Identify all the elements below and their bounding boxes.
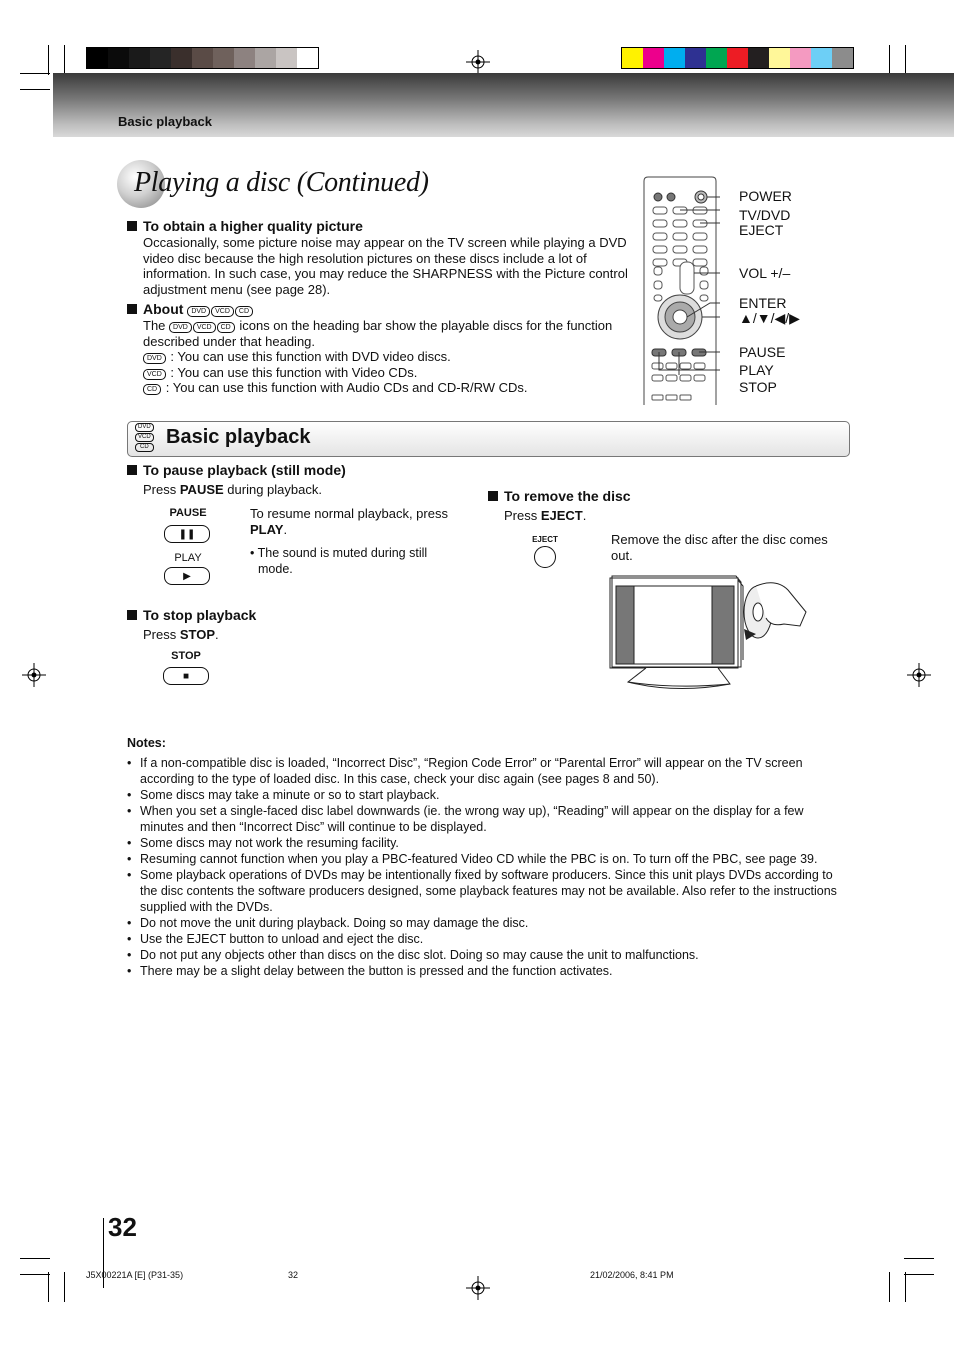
square-bullet-icon xyxy=(127,465,137,475)
play-button-caption: PLAY xyxy=(174,552,202,564)
color-swatch xyxy=(87,48,108,68)
remote-label-stop: STOP xyxy=(739,379,777,395)
eject-button-caption: EJECT xyxy=(532,535,558,544)
color-swatch xyxy=(255,48,276,68)
color-swatch xyxy=(622,48,643,68)
color-swatch xyxy=(664,48,685,68)
registration-target-bottom xyxy=(466,1276,490,1300)
remove-instruction: Press EJECT. xyxy=(504,508,587,523)
note-item: • Resuming cannot function when you play a PBC-featured Video CD while the PBC is on. To turn off the PBC, see page 39. xyxy=(127,851,847,867)
page-title: Playing a disc (Continued) xyxy=(134,167,429,198)
dvd-badge: DVD xyxy=(187,306,210,317)
muted-note: • The sound is muted during still mode. xyxy=(250,546,428,576)
remote-label-enter: ENTER xyxy=(739,295,787,311)
color-swatch xyxy=(213,48,234,68)
stop-button-caption: STOP xyxy=(171,650,201,662)
square-bullet-icon xyxy=(488,491,498,501)
vcd-badge: VCD xyxy=(135,433,154,442)
quality-heading: To obtain a higher quality picture xyxy=(127,218,363,234)
footer-page: 32 xyxy=(288,1270,299,1280)
pause-instruction: Press PAUSE during playback. xyxy=(143,482,322,497)
registration-target-right xyxy=(907,663,931,687)
registration-target-top xyxy=(466,50,490,74)
section-label: Basic playback xyxy=(118,114,212,129)
stop-button-icon: ■ xyxy=(163,667,209,685)
note-item: • Some discs may take a minute or so to start playback. xyxy=(127,787,847,803)
color-swatch xyxy=(769,48,790,68)
color-swatch xyxy=(811,48,832,68)
cd-badge: CD xyxy=(135,443,154,452)
note-item: • If a non-compatible disc is loaded, “Incorrect Disc”, “Region Code Error” or “Parental Error” will appear on the TV screen according to the type of loaded disc. In this case, check your disc again (see pages 8 and 50). xyxy=(127,755,847,787)
remote-label-vol: VOL +/– xyxy=(739,265,791,281)
remove-note: Remove the disc after the disc comes out. xyxy=(611,532,828,563)
remote-label-arrows: ▲/▼/◀/▶ xyxy=(739,310,800,326)
note-item: • Some discs may not work the resuming facility. xyxy=(127,835,847,851)
color-swatch xyxy=(790,48,811,68)
remote-label-play: PLAY xyxy=(739,362,774,378)
note-item: • Use the EJECT button to unload and eject the disc. xyxy=(127,931,847,947)
cd-badge: CD xyxy=(143,384,161,395)
stop-instruction: Press STOP. xyxy=(143,627,219,642)
about-list xyxy=(143,349,623,396)
color-swatch xyxy=(171,48,192,68)
remote-label-power: POWER xyxy=(739,188,792,204)
stop-heading: To stop playback xyxy=(127,607,256,623)
notes-section xyxy=(127,735,847,979)
remote-control-illustration xyxy=(640,175,720,407)
about-item-vcd: VCD : You can use this function with Video CDs. xyxy=(143,365,623,381)
dvd-badge: DVD xyxy=(135,423,154,432)
square-bullet-icon xyxy=(127,304,137,314)
cd-badge: CD xyxy=(235,306,253,317)
remote-label-pause: PAUSE xyxy=(739,344,786,360)
note-item: • When you set a single-faced disc label downwards (ie. the wrong way up), “Reading” will appear on the display for a few minutes and then “Incorrect Disc” will continue to be displayed. xyxy=(127,803,847,835)
remote-label-eject: EJECT xyxy=(739,222,784,238)
play-button-icon: ▶ xyxy=(164,567,210,585)
basic-playback-badges xyxy=(135,423,154,453)
process-color-bar xyxy=(621,47,854,69)
grayscale-color-bar xyxy=(86,47,319,69)
color-swatch xyxy=(643,48,664,68)
color-swatch xyxy=(748,48,769,68)
color-swatch xyxy=(832,48,853,68)
tv-disc-ejection-illustration xyxy=(606,572,812,694)
registration-target-left xyxy=(22,663,46,687)
note-item: • Do not move the unit during playback. Doing so may damage the disc. xyxy=(127,915,847,931)
color-swatch xyxy=(150,48,171,68)
remote-label-tvdvd: TV/DVD xyxy=(739,207,791,223)
color-swatch xyxy=(297,48,318,68)
about-intro: The DVD VCD CD icons on the heading bar show the playable discs for the function described under that heading. xyxy=(143,318,613,349)
page-number: 32 xyxy=(108,1212,137,1242)
dvd-badge: DVD xyxy=(143,353,166,364)
about-item-dvd: DVD : You can use this function with DVD video discs. xyxy=(143,349,623,365)
note-item: • There may be a slight delay between the button is pressed and the function activates. xyxy=(127,963,847,979)
vcd-badge: VCD xyxy=(211,306,234,317)
color-swatch xyxy=(276,48,297,68)
square-bullet-icon xyxy=(127,610,137,620)
remove-heading: To remove the disc xyxy=(488,488,631,504)
color-swatch xyxy=(234,48,255,68)
pause-heading: To pause playback (still mode) xyxy=(127,462,346,478)
footer-timestamp: 21/02/2006, 8:41 PM xyxy=(590,1270,674,1280)
color-swatch xyxy=(685,48,706,68)
note-item: • Some playback operations of DVDs may be intentionally fixed by software producers. Since this unit plays DVDs according to the disc contents the software producers designed, some playback features may not be available. Also refer to the instructions supplied with the DVDs. xyxy=(127,867,847,915)
eject-button-icon xyxy=(534,546,556,568)
pause-button-caption: PAUSE xyxy=(169,507,207,519)
color-swatch xyxy=(192,48,213,68)
color-swatch xyxy=(129,48,150,68)
notes-list xyxy=(127,755,847,979)
color-swatch xyxy=(108,48,129,68)
about-heading: About DVD VCD CD xyxy=(127,301,254,317)
about-item-cd: CD : You can use this function with Audio CDs and CD-R/RW CDs. xyxy=(143,380,623,396)
pause-button-icon: ❚❚ xyxy=(164,525,210,543)
square-bullet-icon xyxy=(127,221,137,231)
vcd-badge: VCD xyxy=(143,369,166,380)
quality-body: Occasionally, some picture noise may appear on the TV screen while playing a DVD video disc because the high resolution pictures on these discs include a lot of information. In such case, you may reduce the SHARPNESS with the Picture control adjustment menu (see page 28). xyxy=(143,235,628,297)
notes-heading: Notes: xyxy=(127,736,166,750)
basic-playback-title: Basic playback xyxy=(166,426,311,448)
cd-badge: CD xyxy=(217,322,235,333)
dvd-badge: DVD xyxy=(169,322,192,333)
resume-instruction: To resume normal playback, press PLAY. xyxy=(250,506,448,537)
note-item: • Do not put any objects other than discs on the disc slot. Doing so may cause the unit to malfunctions. xyxy=(127,947,847,963)
vcd-badge: VCD xyxy=(193,322,216,333)
footer-file-id: J5X00221A [E] (P31-35) xyxy=(86,1270,184,1280)
color-swatch xyxy=(706,48,727,68)
color-swatch xyxy=(727,48,748,68)
